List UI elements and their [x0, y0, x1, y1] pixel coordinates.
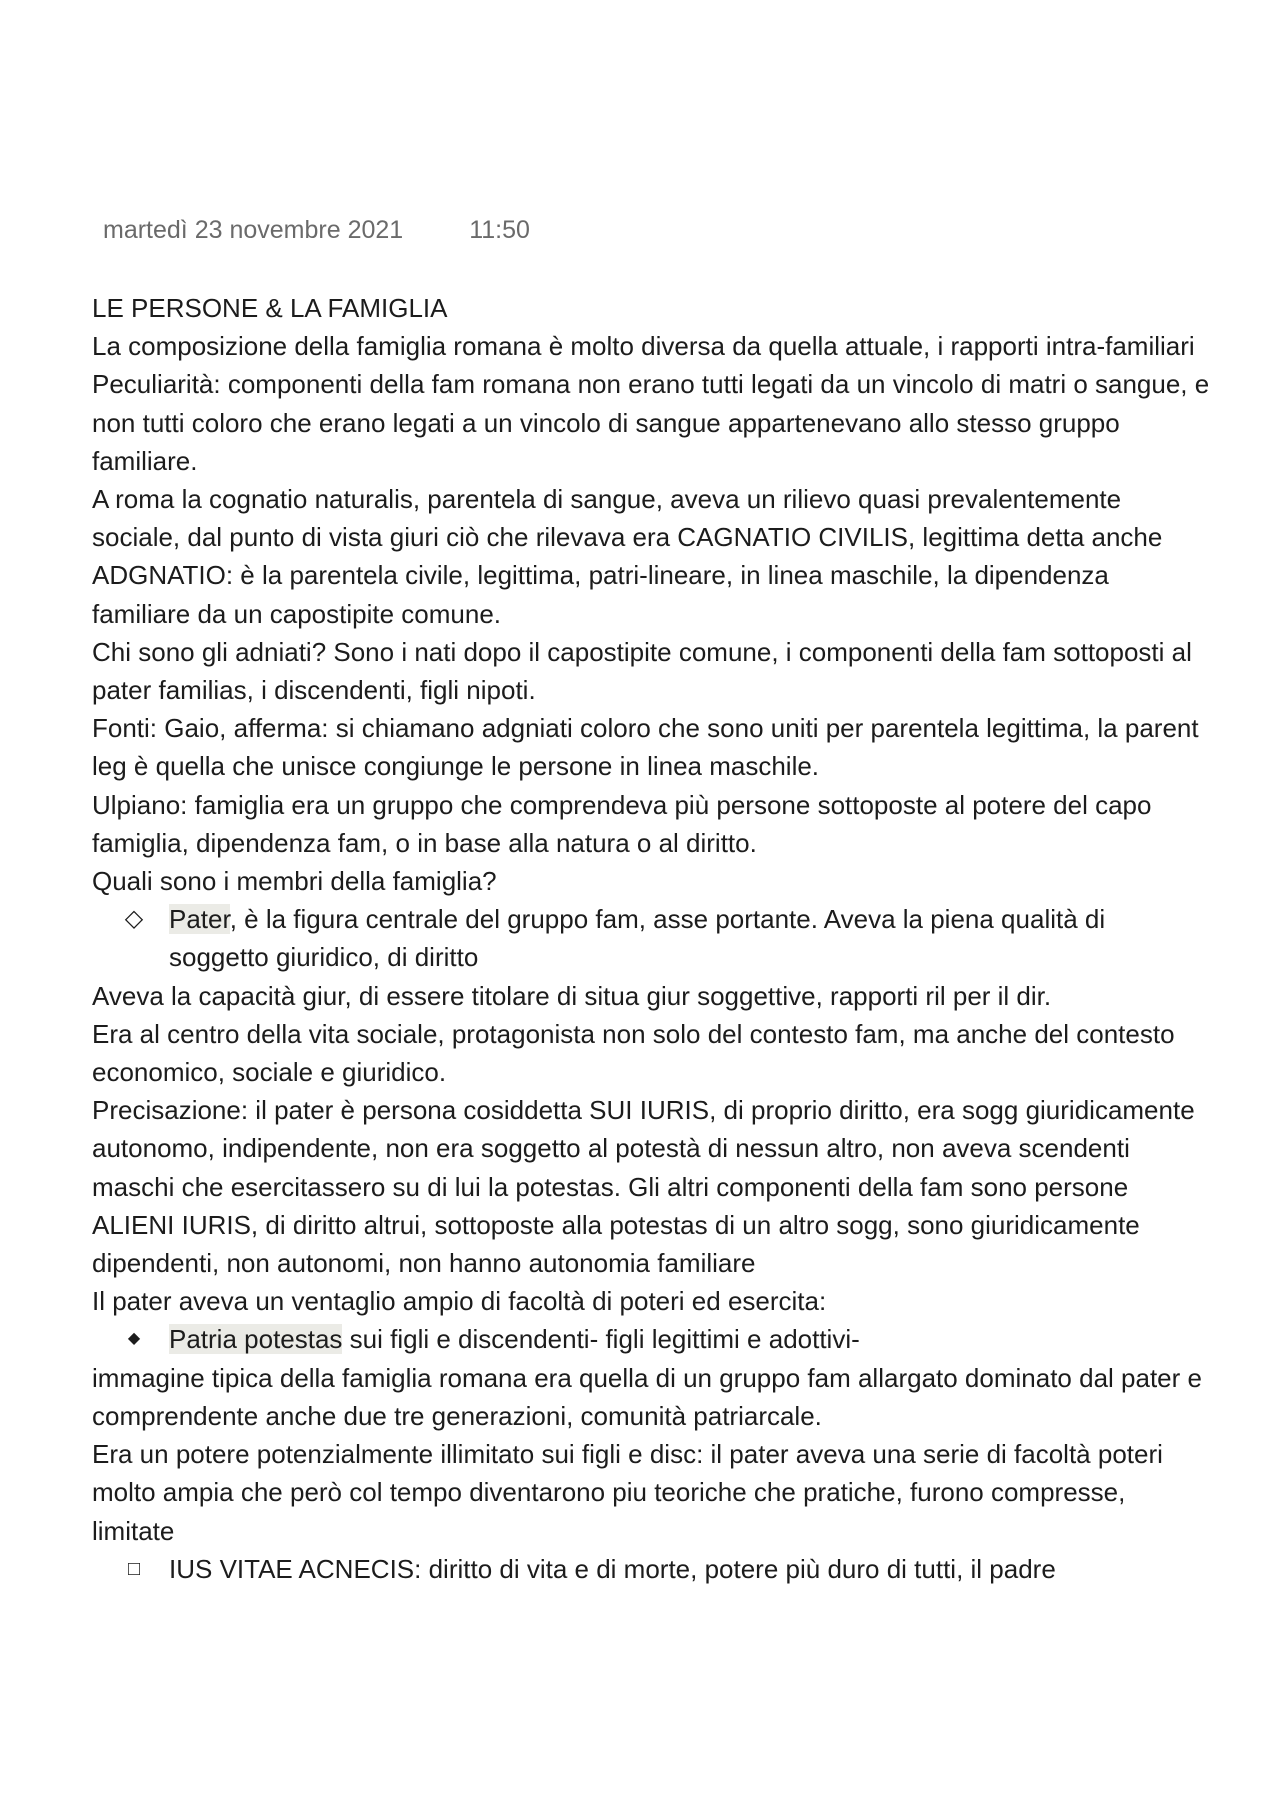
paragraph-typical-family: immagine tipica della famiglia romana era quella di un gruppo fam allargato dominato dal pater e comprendente anche due tre generazioni, comunità patriarcale.	[92, 1362, 1202, 1431]
paragraph-sui-iuris: Precisazione: il pater è persona cosiddetta SUI IURIS, di proprio diritto, era sogg giuridicamente autonomo, indipendente, non era soggetto al potestà di nessun altro, non aveva scendenti maschi che esercitassero su di lui la potestas. Gli altri componenti della fam sono persone ALIENI IURIS, di diritto altrui, sottoposte alla potestas di un altro sogg, sono giuridicamente dipendenti, non autonomi, non hanno autonomia familiare	[92, 1095, 1195, 1279]
paragraph-gaio: Fonti: Gaio, afferma: si chiamano adgniati coloro che sono uniti per parentela legittima, la parent leg è quella che unisce congiunge le persone in linea maschile.	[92, 713, 1199, 782]
note-metadata	[103, 216, 530, 245]
paragraph-powers: Il pater aveva un ventaglio ampio di facoltà di poteri ed esercita:	[92, 1286, 827, 1317]
highlighted-patria-potestas: Patria potestas	[169, 1324, 343, 1355]
square-outline-bullet-icon: □	[127, 1557, 141, 1580]
note-body[interactable]	[92, 289, 1212, 1588]
note-date: martedì 23 novembre 2021	[103, 216, 404, 244]
bullet-ius-vitae-text: IUS VITAE ACNECIS: diritto di vita e di morte, potere più duro di tutti, il padre	[169, 1553, 1056, 1584]
bullet-pater-text: , è la figura centrale del gruppo fam, asse portante. Aveva la piena qualità di soggetto giuridico, di diritto	[169, 904, 1106, 973]
paragraph-peculiarity: Peculiarità: componenti della fam romana non erano tutti legati da un vincolo di matri o sangue, e non tutti coloro che erano legati a un vincolo di sangue appartenevano allo stesso gruppo familiare.	[92, 369, 1210, 476]
paragraph-capacity: Aveva la capacità giur, di essere titolare di situa giur soggettive, rapporti ril per il dir.	[92, 980, 1052, 1011]
note-title: LE PERSONE & LA FAMIGLIA	[92, 293, 448, 323]
highlighted-pater: Pater	[169, 904, 230, 935]
bullet-patria-potestas-text: sui figli e discendenti- figli legittimi e adottivi-	[342, 1324, 860, 1355]
paragraph-members-question: Quali sono i membri della famiglia?	[92, 866, 497, 897]
bullet-pater	[92, 900, 1212, 976]
diamond-filled-bullet-icon: ◆	[127, 1330, 141, 1348]
paragraph-unlimited-power: Era un potere potenzialmente illimitato sui figli e disc: il pater aveva una serie di facoltà poteri molto ampia che però col tempo diventarono piu teoriche che pratiche, furono compresse, limitate	[92, 1439, 1163, 1546]
diamond-outline-bullet-icon: ◇	[124, 905, 144, 933]
bullet-ius-vitae	[92, 1550, 1212, 1588]
paragraph-cognatio: A roma la cognatio naturalis, parentela di sangue, aveva un rilievo quasi prevalentemente sociale, dal punto di vista giuri ciò che rilevava era CAGNATIO CIVILIS, legittima detta anche ADGNATIO: è la parentela civile, legittima, patri-lineare, in linea maschile, la dipendenza familiare da un capostipite comune.	[92, 484, 1163, 629]
paragraph-ulpiano: Ulpiano: famiglia era un gruppo che comprendeva più persone sottoposte al potere del capo famiglia, dipendenza fam, o in base alla natura o al diritto.	[92, 789, 1152, 858]
paragraph-social-center: Era al centro della vita sociale, protagonista non solo del contesto fam, ma anche del contesto economico, sociale e giuridico.	[92, 1018, 1175, 1088]
paragraph-composition: La composizione della famiglia romana è molto diversa da quella attuale, i rapporti intra-familiari	[92, 331, 1195, 362]
paragraph-adniati: Chi sono gli adniati? Sono i nati dopo il capostipite comune, i componenti della fam sottoposti al pater familias, i discendenti, figli nipoti.	[92, 636, 1192, 706]
note-time: 11:50	[469, 216, 530, 244]
bullet-patria-potestas	[92, 1320, 1212, 1358]
